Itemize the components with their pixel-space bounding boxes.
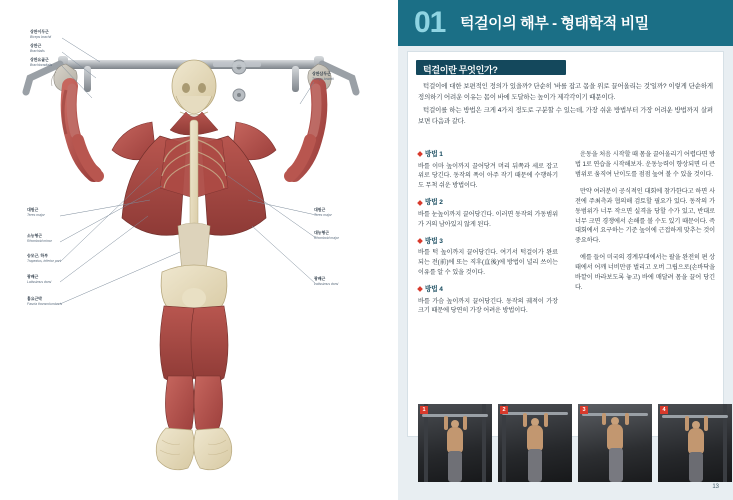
label-rhomboid-minor: 소능형근 Rhomboid minor — [27, 233, 52, 243]
label-rhomboid-major: 대능형근 Rhomboid major — [314, 230, 339, 240]
column-left — [418, 150, 558, 323]
left-foot — [156, 428, 194, 470]
right-page — [398, 0, 733, 500]
label-brachialis: 상완근 Brachialis — [30, 43, 45, 53]
left-rhomboid — [160, 136, 194, 198]
method-heading-4: 방법 4 — [418, 285, 558, 296]
photo-number-2: 2 — [500, 406, 508, 414]
method-block-2 — [418, 198, 558, 229]
gym-scene-2 — [498, 404, 572, 482]
label-brachioradialis: 상완요골근 Brachioradialis — [30, 57, 53, 67]
left-arm — [63, 86, 98, 176]
intro-paragraph-1: 턱걸이에 대한 보편적인 정의가 있을까? 단순히 '바를 잡고 몸을 위로 끌어올리는 것'일까? 이렇게 단순하게 정의하기 어려운 이유는 몸이 바에 도달하는 높이가 제각각이기 때문이다. — [418, 83, 713, 101]
left-calf — [165, 376, 194, 434]
gym-scene-1 — [418, 404, 492, 482]
right-calf — [194, 376, 223, 434]
intro-block — [418, 82, 713, 130]
article-body — [408, 52, 723, 436]
label-thoracolumbar-fascia: 흉요근막 Fascia thoracolumbaris — [27, 296, 63, 306]
chapter-header — [398, 0, 733, 46]
label-trapezius-inferior: 승모근, 하부 Trapezius, inferior part — [27, 253, 61, 263]
photo-pull-top — [578, 404, 652, 482]
method-heading-2: 방법 2 — [418, 198, 558, 209]
label-biceps-brachii: 상완이두근 Biceps brachii — [30, 29, 52, 39]
chapter-title: 턱걸이의 해부 - 형태학적 비밀 — [460, 15, 649, 32]
photo-number-4: 4 — [660, 406, 668, 414]
photo-lower — [658, 404, 732, 482]
method-block-1 — [418, 150, 558, 191]
method-block-4 — [418, 285, 558, 316]
intro-paragraph-2: 턱걸이를 하는 방법은 크게 4가지 정도로 구분할 수 있는데, 가장 쉬운 방법부터 가장 어려운 방법까지 살펴보면 다음과 같다. — [418, 107, 713, 125]
page-number: 13 — [712, 484, 719, 490]
right-thigh — [191, 306, 228, 384]
method-heading-1: 방법 1 — [418, 150, 558, 161]
photo-hang-start — [418, 404, 492, 482]
label-teres-major-right: 대원근 Teres major — [314, 207, 332, 217]
right-paragraph-3: 예를 들어 미국의 경계부대에서는 팔을 완전히 편 상태에서 어깨 너비만큼 벌리고 오버 그립으로(손바닥을 바깥이 바라보도록 놓고) 바에 매달려 몸을 끌어 당긴다. — [575, 254, 715, 292]
two-column-text — [418, 150, 715, 400]
skull — [172, 60, 216, 115]
method-body-1: 바를 이마 높이까지 끌어당겨 머리 뒤쪽과 세로 잡고 위로 당긴다. 동작의 폭이 아주 작기 때문에 수행하기도 무척 쉬운 방법이다. — [418, 162, 558, 190]
method-body-4: 바를 가슴 높이까지 끌어당긴다. 동작의 궤적이 가장 크기 때문에 당연히 가장 어려운 방법이다. — [418, 297, 558, 315]
photo-number-1: 1 — [420, 406, 428, 414]
label-latissimus-dorsi-left: 광배근 Latissimus dorsi — [27, 274, 52, 284]
right-paragraph-1: 운동을 처음 시작할 때 몸을 끌어올리기 어렵다면 방법 1로 연습을 시작해보자. 운동능력이 향상되면 더 큰 범위로 움직여 난이도를 점점 높여 볼 수 있을 것이다. — [575, 151, 715, 178]
method-heading-3: 방법 3 — [418, 237, 558, 248]
label-triceps-brachii: 상완삼두근 Triceps brachii — [312, 71, 334, 81]
section-title: 턱걸이란 무엇인가? — [423, 64, 498, 75]
gym-scene-3 — [578, 404, 652, 482]
label-latissimus-dorsi-right: 광배근 Latissimus dorsi — [314, 276, 339, 286]
right-arm — [290, 86, 319, 176]
right-foot — [194, 428, 232, 470]
chapter-number: 01 — [414, 6, 446, 39]
method-block-3 — [418, 237, 558, 278]
photo-strip — [418, 404, 733, 482]
right-rhomboid — [194, 136, 228, 198]
method-body-2: 바를 눈높이까지 끌어당긴다. 이러면 동작의 가동범위가 거의 남아있지 않게 된다. — [418, 210, 558, 228]
photo-pull-mid — [498, 404, 572, 482]
section-title-bar — [416, 60, 566, 75]
label-teres-major-left: 대원근 Teres major — [27, 207, 45, 217]
column-right — [575, 150, 715, 300]
right-paragraph-2: 만약 여러분이 공식적인 대회에 참가한다고 하면 사전에 주최측과 협의해 검토할 필요가 있다. 동작의 가동범위가 너무 작으면 실격을 당할 수가 있고, 반대로 너무 크면 경쟁에서 손해를 볼 수도 있기 때문이다. 즉 대회에서 요구하는 기준 높이에 근접하게 맞추는 것이 중요하다. — [575, 187, 715, 245]
gym-scene-4 — [658, 404, 732, 482]
method-body-3: 바를 턱 높이까지 끌어당긴다. 여기서 턱걸이가 완료되는 전(前)에 또는 직후(直後)에 방법이 널리 쓰이는 이유를 알 수 있을 것이다. — [418, 249, 558, 277]
photo-number-3: 3 — [580, 406, 588, 414]
